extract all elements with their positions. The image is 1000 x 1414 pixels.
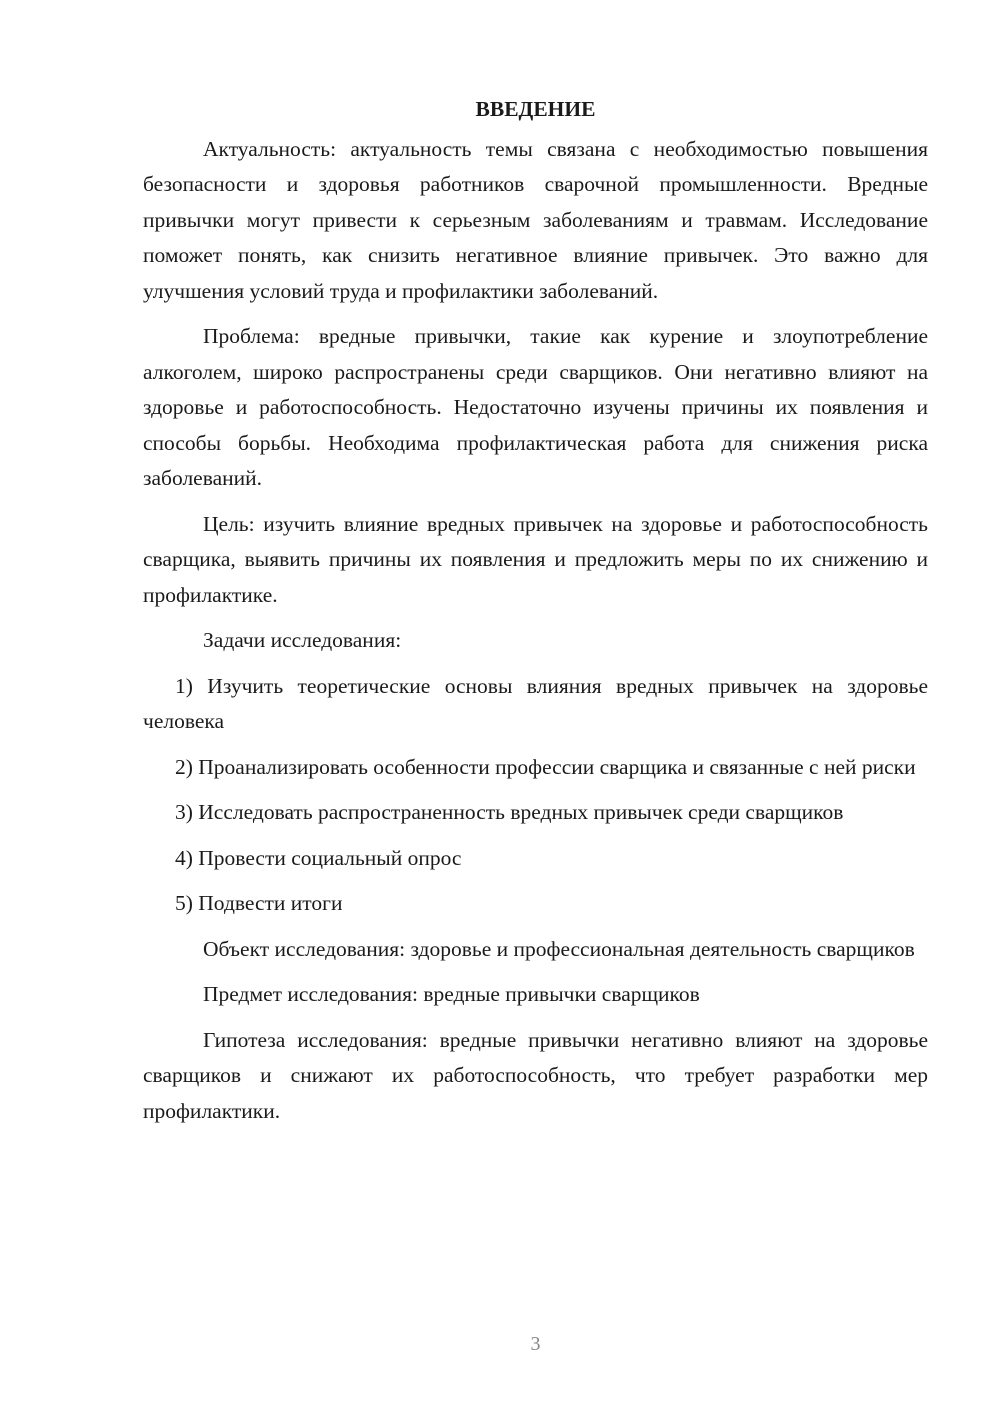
task-item-2: 2) Проанализировать особенности профессии сварщика и связанные с ней риски bbox=[175, 754, 916, 779]
task-item-1: 1) Изучить теоретические основы влияния вредных привычек на здоровье человека bbox=[143, 673, 928, 733]
subject-paragraph: Предмет исследования: вредные привычки сварщиков bbox=[203, 982, 700, 1006]
tasks-heading: Задачи исследования: bbox=[203, 628, 402, 652]
tasks-list bbox=[143, 669, 928, 922]
task-item-4: 4) Провести социальный опрос bbox=[175, 845, 462, 870]
document-page bbox=[143, 92, 928, 1139]
task-item-3: 3) Исследовать распространенность вредных привычек среди сварщиков bbox=[175, 800, 844, 824]
goal-paragraph: Цель: изучить влияние вредных привычек на здоровье и работоспособность сварщика, выявить причины их появления и предложить меры по их снижению и профилактике. bbox=[143, 511, 928, 607]
page-number: 3 bbox=[530, 1333, 541, 1355]
relevance-paragraph: Актуальность: актуальность темы связана с необходимостью повышения безопасности и здоровья работников сварочной промышленности. Вредные привычки могут привести к серьезным заболеваниям и травмам. Исследование поможет понять, как снизить негативное влияние привычек. Это важно для улучшения условий труда и профилактики заболеваний. bbox=[143, 136, 928, 303]
task-item-5: 5) Подвести итоги bbox=[175, 891, 343, 915]
object-paragraph: Объект исследования: здоровье и профессиональная деятельность сварщиков bbox=[203, 936, 915, 961]
hypothesis-paragraph: Гипотеза исследования: вредные привычки негативно влияют на здоровье сварщиков и снижают их работоспособность, что требует разработки мер профилактики. bbox=[143, 1027, 928, 1123]
section-title: ВВЕДЕНИЕ bbox=[475, 97, 596, 121]
problem-paragraph: Проблема: вредные привычки, такие как курение и злоупотребление алкоголем, широко распространены среди сварщиков. Они негативно влияют на здоровье и работоспособность. Недостаточно изучены причины их появления и способы борьбы. Необходима профилактическая работа для снижения риска заболеваний. bbox=[143, 324, 928, 490]
